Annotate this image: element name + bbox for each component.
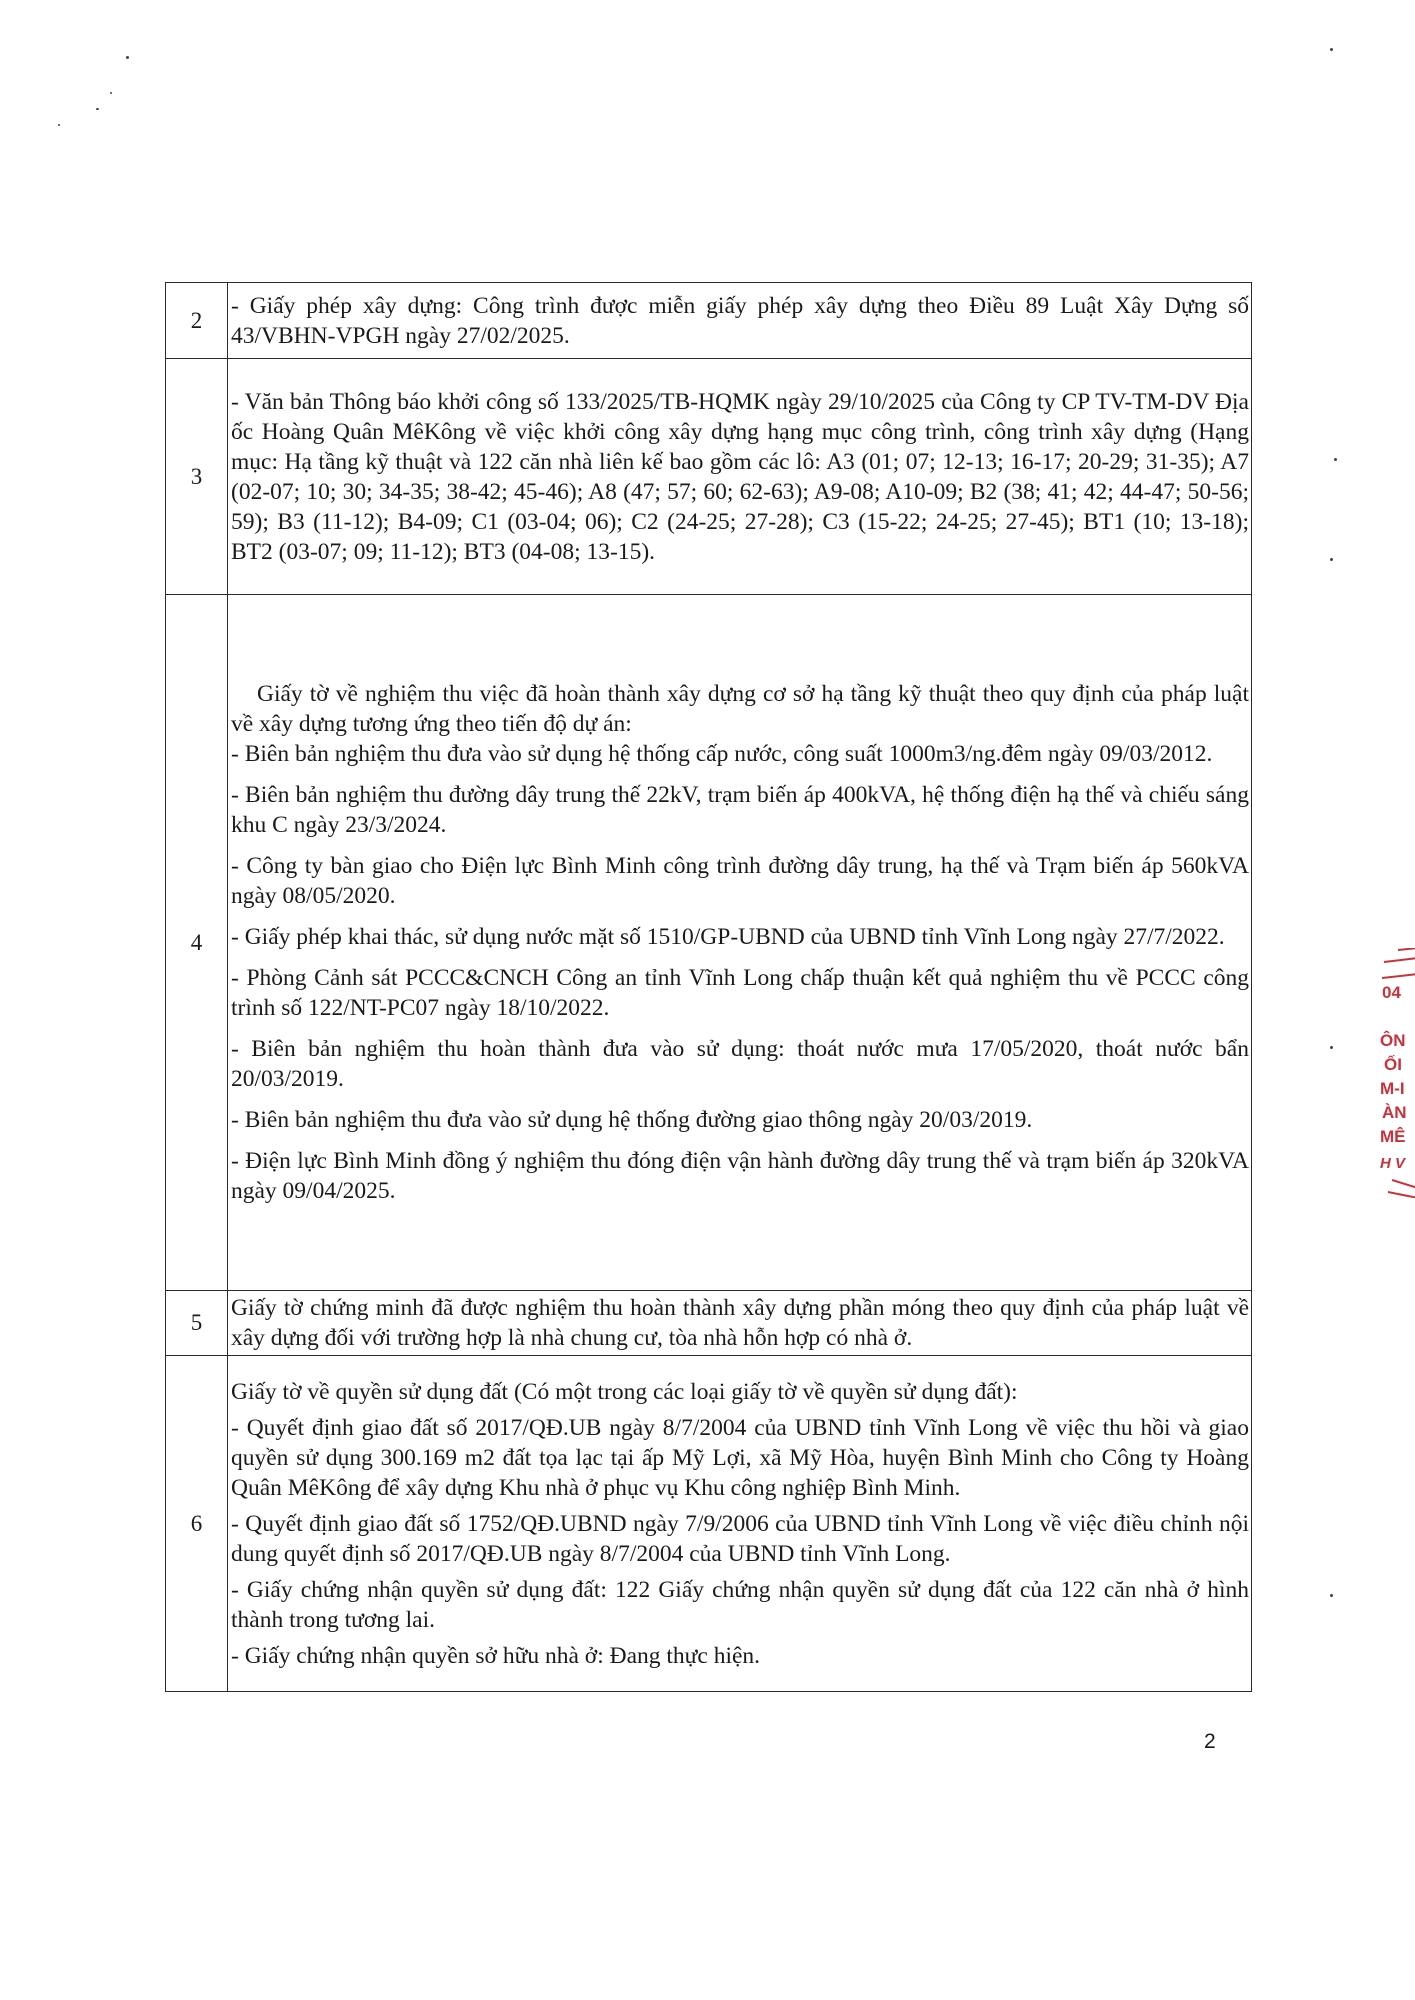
row-content [228,283,1252,359]
stamp-line: ÔN [1380,1031,1406,1050]
scan-speck [1330,1046,1333,1049]
table-row [166,359,1252,595]
scan-speck [126,56,129,59]
stamp-line: ÀN [1382,1103,1407,1122]
paragraph: - Giấy chứng nhận quyền sở hữu nhà ở: Đang thực hiện. [231,1642,761,1669]
stamp-line: ỐI [1384,1055,1402,1074]
paragraph: - Biên bản nghiệm thu đưa vào sử dụng hệ thống cấp nước, công suất 1000m3/ng.đêm ngày 09/03/2012. [231,741,1213,767]
row-number: 2 [166,283,228,359]
stamp-line: MÊ [1380,1127,1406,1146]
table-row [166,1356,1252,1692]
table-row [166,1291,1252,1356]
paragraph: - Điện lực Bình Minh đồng ý nghiệm thu đóng điện vận hành đường dây trung thế và trạm biến áp 320kVA ngày 09/04/2025. [231,1148,1249,1204]
scan-speck [1330,1594,1333,1597]
scan-speck [110,92,112,94]
paragraph: - Văn bản Thông báo khởi công số 133/2025/TB-HQMK ngày 29/10/2025 của Công ty CP TV-TM-DV Địa ốc Hoàng Quân MêKông về việc khởi công xây dựng hạng mục công trình, công trình xây dựng (Hạng mục: Hạ tầng kỹ thuật và 122 căn nhà liên kế bao gồm các lô: A3 (01; 07; 12-13; 16-17; 20-29; 31-35); A7 (02-07; 10; 30; 34-35; 38-42; 45-46); A8 (47; 57; 60; 62-63); A9-08; A10-09; B2 (38; 41; 42; 44-47; 50-56; 59); B3 (11-12); B4-09; C1 (03-04; 06); C2 (24-25; 27-28); C3 (15-22; 24-25; 27-45); BT1 (10; 13-18); BT2 (03-07; 09; 11-12); BT3 (04-08; 13-15). [231,388,1249,565]
scan-speck [1330,558,1333,561]
paragraph: Giấy tờ về quyền sử dụng đất (Có một trong các loại giấy tờ về quyền sử dụng đất): [231,1378,1018,1405]
scan-speck [96,108,99,110]
stamp-line: 04 [1382,983,1401,1002]
row-content [228,1291,1252,1356]
row-number: 5 [166,1291,228,1356]
row-number: 3 [166,359,228,595]
row-number: 6 [166,1356,228,1692]
table-row [166,595,1252,1291]
company-stamp [1378,948,1415,1198]
paragraph: - Biên bản nghiệm thu đường dây trung thế 22kV, trạm biến áp 400kVA, hệ thống điện hạ thế và chiếu sáng khu C ngày 23/3/2024. [231,782,1249,838]
paragraph: - Phòng Cảnh sát PCCC&CNCH Công an tỉnh Vĩnh Long chấp thuận kết quả nghiệm thu về PCCC công trình số 122/NT-PC07 ngày 18/10/2022. [231,965,1249,1021]
scan-speck [58,124,60,126]
stamp-line: M-I [1380,1079,1405,1098]
scan-speck [1334,458,1337,461]
page-number: 2 [1204,1730,1216,1753]
scan-speck [1330,48,1333,51]
stamp-line: H V [1380,1155,1406,1172]
table-row [166,283,1252,359]
paragraph: - Giấy phép xây dựng: Công trình được miễn giấy phép xây dựng theo Điều 89 Luật Xây Dựng số 43/VBHN-VPGH ngày 27/02/2025. [231,292,1249,349]
paragraph: Giấy tờ chứng minh đã được nghiệm thu hoàn thành xây dựng phần móng theo quy định của pháp luật về xây dựng đối với trường hợp là nhà chung cư, tòa nhà hỗn hợp có nhà ở. [231,1295,1249,1351]
row-number: 4 [166,595,228,1291]
paragraph: - Giấy phép khai thác, sử dụng nước mặt số 1510/GP-UBND của UBND tỉnh Vĩnh Long ngày 27/7/2022. [231,924,1225,950]
document-table [165,282,1252,1692]
paragraph: - Công ty bàn giao cho Điện lực Bình Minh công trình đường dây trung, hạ thế và Trạm biến áp 560kVA ngày 08/05/2020. [231,853,1249,909]
row-content [228,1356,1252,1692]
row-content [228,595,1252,1291]
paragraph: - Giấy chứng nhận quyền sử dụng đất: 122 Giấy chứng nhận quyền sử dụng đất của 122 căn nhà ở hình thành trong tương lai. [231,1576,1249,1633]
paragraph: - Biên bản nghiệm thu đưa vào sử dụng hệ thống đường giao thông ngày 20/03/2019. [231,1107,1033,1133]
paragraph: - Quyết định giao đất số 2017/QĐ.UB ngày 8/7/2004 của UBND tỉnh Vĩnh Long về việc thu hồi và giao quyền sử dụng 300.169 m2 đất tọa lạc tại ấp Mỹ Lợi, xã Mỹ Hòa, huyện Bình Minh cho Công ty Hoàng Quân MêKông để xây dựng Khu nhà ở phục vụ Khu công nghiệp Bình Minh. [231,1414,1249,1501]
paragraph: - Quyết định giao đất số 1752/QĐ.UBND ngày 7/9/2006 của UBND tỉnh Vĩnh Long về việc điều chỉnh nội dung quyết định số 2017/QĐ.UB ngày 8/7/2004 của UBND tỉnh Vĩnh Long. [231,1510,1249,1567]
paragraph-intro: Giấy tờ về nghiệm thu việc đã hoàn thành xây dựng cơ sở hạ tầng kỹ thuật theo quy định của pháp luật về xây dựng tương ứng theo tiến độ dự án: [231,681,1249,737]
paragraph: - Biên bản nghiệm thu hoàn thành đưa vào sử dụng: thoát nước mưa 17/05/2020, thoát nước bẩn 20/03/2019. [231,1036,1249,1092]
row-content [228,359,1252,595]
